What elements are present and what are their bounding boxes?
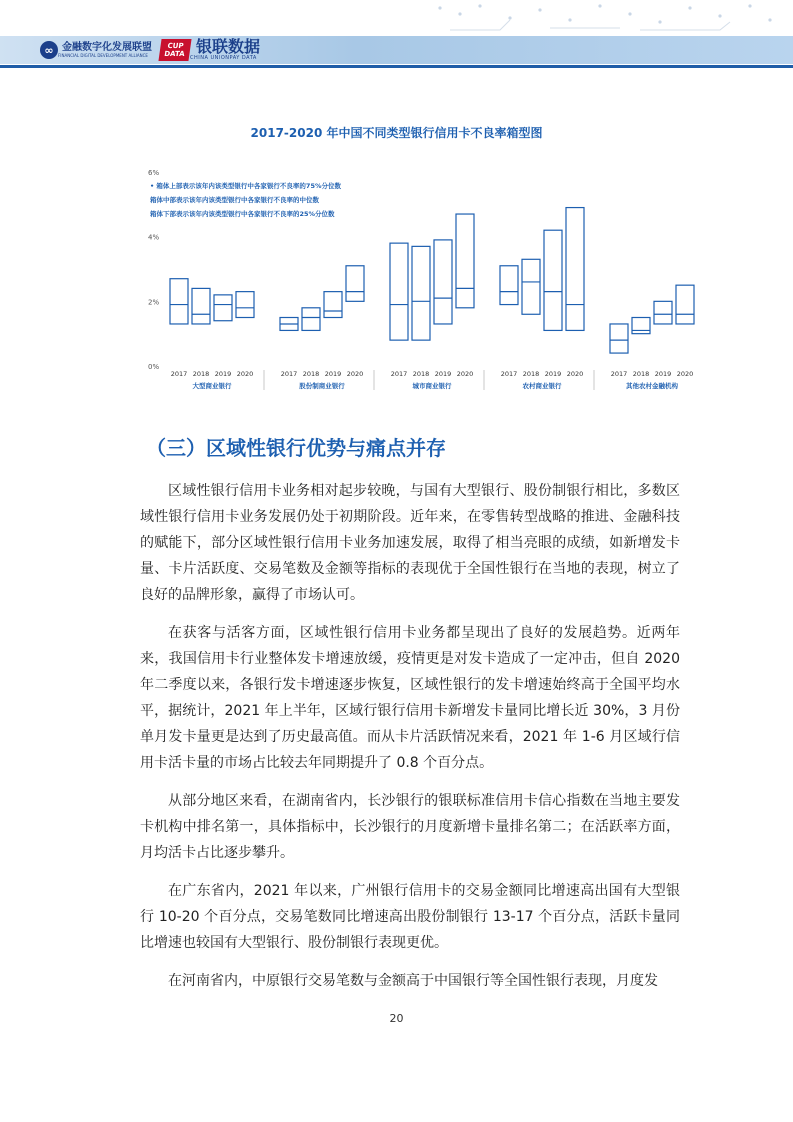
cup-badge-icon: CUP DATA — [158, 39, 191, 61]
box — [236, 292, 254, 318]
x-tick-label: 2018 — [522, 370, 540, 378]
x-tick-label: 2020 — [236, 370, 254, 378]
legend-entry: • 箱体上部表示该年内该类型银行中各家银行不良率的75%分位数 — [150, 182, 341, 190]
alliance-logo-icon: ∞ — [40, 41, 58, 59]
x-tick-label: 2018 — [412, 370, 430, 378]
section-body — [140, 478, 680, 1006]
x-tick-label: 2019 — [214, 370, 232, 378]
x-tick-label: 2020 — [676, 370, 694, 378]
x-tick-label: 2017 — [610, 370, 628, 378]
box — [434, 240, 452, 324]
box — [390, 243, 408, 340]
box — [170, 279, 188, 324]
x-tick-label: 2017 — [500, 370, 518, 378]
page-number: 20 — [389, 1012, 404, 1025]
x-tick-label: 2019 — [544, 370, 562, 378]
group-label: 股份制商业银行 — [299, 382, 345, 390]
section-title: （三）区域性银行优势与痛点并存 — [146, 436, 446, 460]
y-tick-label: 4% — [148, 233, 160, 242]
box — [302, 308, 320, 331]
box — [500, 266, 518, 305]
box — [522, 259, 540, 314]
x-tick-label: 2020 — [346, 370, 364, 378]
x-tick-label: 2019 — [654, 370, 672, 378]
y-tick-label: 0% — [148, 363, 160, 371]
legend-entry: 箱体下部表示该年内该类型银行中各家银行不良率的25%分位数 — [150, 210, 335, 218]
group-label: 其他农村金融机构 — [626, 382, 678, 390]
x-tick-label: 2017 — [280, 370, 298, 378]
y-tick-label: 2% — [148, 298, 160, 307]
x-tick-label: 2019 — [434, 370, 452, 378]
legend-entry: 箱体中部表示该年内该类型银行中各家银行不良率的中位数 — [150, 196, 319, 204]
box — [566, 208, 584, 331]
x-tick-label: 2019 — [324, 370, 342, 378]
box — [192, 288, 210, 324]
group-label: 大型商业银行 — [192, 382, 232, 390]
paragraph: 区域性银行信用卡业务相对起步较晚，与国有大型银行、股份制银行相比，多数区域性银行信用卡业务发展仍处于初期阶段。近年来，在零售转型战略的推进、金融科技的赋能下，部分区域性银行信用卡业务加速发展，取得了相当亮眼的成绩，如新增发卡量、卡片活跃度、交易笔数及金额等指标的表现优于全国性银行在当地的表现，树立了良好的品牌形象，赢得了市场认可。 — [140, 483, 680, 603]
box — [544, 230, 562, 330]
x-tick-label: 2020 — [456, 370, 474, 378]
alliance-logo: ∞ 金融数字化发展联盟 FINANCIAL DIGITAL DEVELOPMENT ALLIANCE — [40, 40, 152, 60]
box — [632, 318, 650, 334]
x-tick-label: 2017 — [170, 370, 188, 378]
group-label: 城市商业银行 — [412, 382, 452, 390]
x-tick-label: 2018 — [632, 370, 650, 378]
box — [456, 214, 474, 308]
box — [214, 295, 232, 321]
paragraph: 在广东省内，2021 年以来，广州银行信用卡的交易金额同比增速高出国有大型银行 10-20 个百分点，交易笔数同比增速高出股份制银行 13-17 个百分点，活跃卡量同比增速也较国有大型银行、股份制银行表现更优。 — [140, 883, 680, 951]
paragraph: 在获客与活客方面，区域性银行信用卡业务都呈现出了良好的发展趋势。近两年来，我国信用卡行业整体发卡增速放缓，疫情更是对发卡造成了一定冲击，但自 2020 年二季度以来，各银行发卡增速逐步恢复，区域性银行的发卡增速始终高于全国平均水平，据统计，2021 年上半年，区域行银行信用卡新增发卡量同比增长近 30%，3 月份单月发卡量更是达到了历史最高值。而从卡片活跃情况来看，2021 年 1-6 月区域行信用卡活卡量的市场占比较去年同期提升了 0.8 个百分点。 — [140, 625, 680, 771]
x-tick-label: 2018 — [302, 370, 320, 378]
header-decoration — [420, 0, 790, 36]
box — [676, 285, 694, 324]
boxplot-chart — [140, 160, 710, 390]
box — [324, 292, 342, 318]
x-tick-label: 2017 — [390, 370, 408, 378]
box — [346, 266, 364, 302]
y-tick-label: 6% — [148, 169, 160, 177]
box — [654, 301, 672, 324]
group-label: 农村商业银行 — [522, 382, 562, 390]
paragraph: 在河南省内，中原银行交易笔数与金额高于中国银行等全国性银行表现，月度发 — [168, 973, 658, 989]
box — [412, 246, 430, 340]
x-tick-label: 2020 — [566, 370, 584, 378]
paragraph: 从部分地区来看，在湖南省内，长沙银行的银联标准信用卡信心指数在当地主要发卡机构中排名第一，具体指标中，长沙银行的月度新增卡量排名第二；在活跃率方面，月均活卡占比逐步攀升。 — [140, 793, 680, 861]
box — [610, 324, 628, 353]
cup-data-logo: CUP DATA 银联数据 CHINA UNIONPAY DATA — [160, 38, 260, 62]
x-tick-label: 2018 — [192, 370, 210, 378]
chart-title: 2017-2020 年中国不同类型银行信用卡不良率箱型图 — [250, 126, 543, 140]
